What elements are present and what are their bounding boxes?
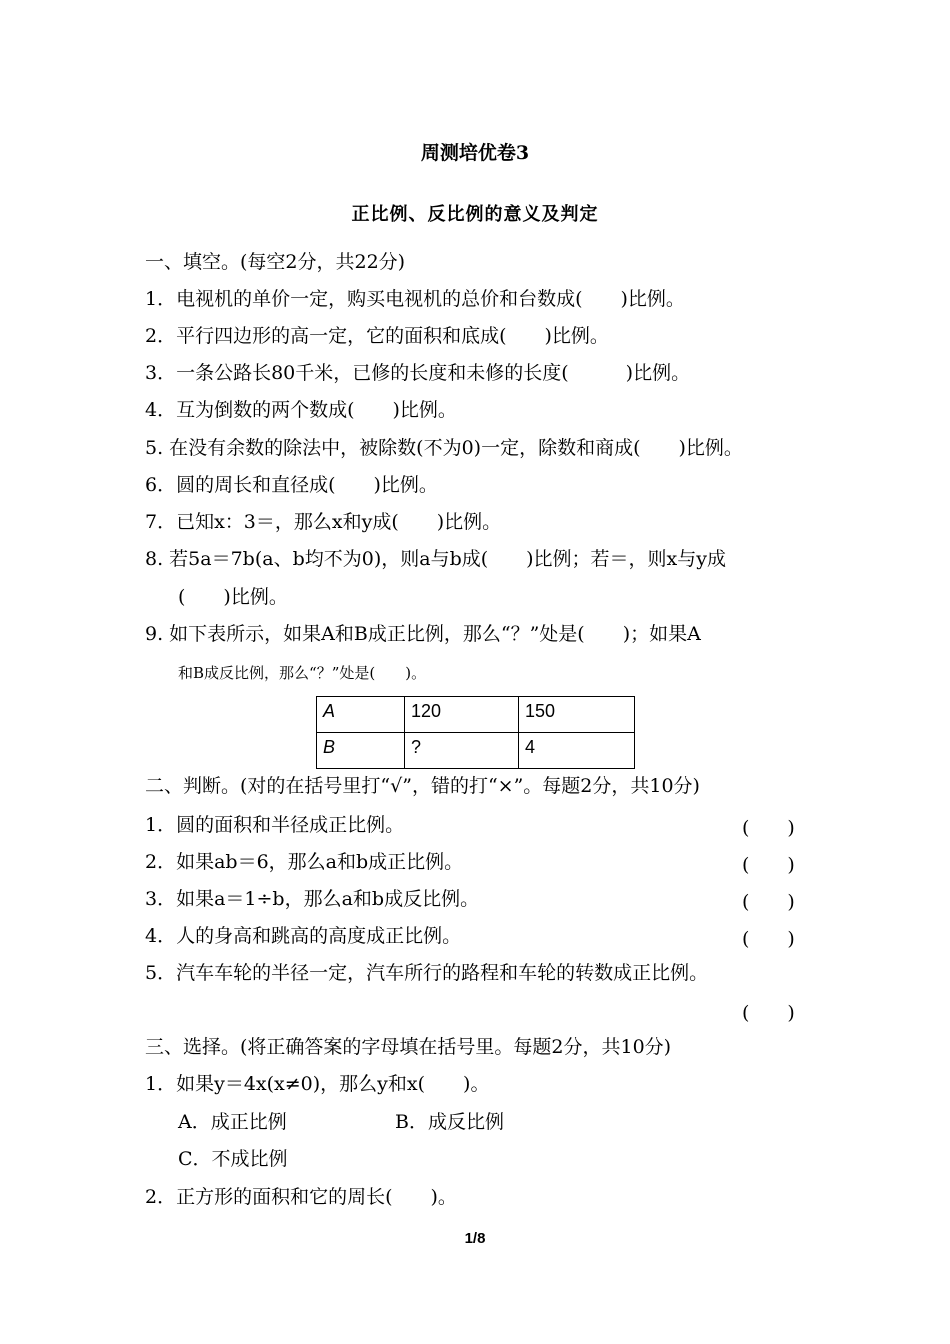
s1-question-8a: 8. 若5a＝7b(a、b均不为0)，则a与b成( )比例；若＝，则x与y成 — [145, 548, 727, 570]
table-cell: 4 — [519, 733, 635, 769]
ab-table — [316, 696, 635, 769]
s2-question-2: 2．如果ab＝6，那么a和b成正比例。 — [145, 851, 464, 873]
s1-question-5: 5. 在没有余数的除法中，被除数(不为0)一定，除数和商成( )比例。 — [145, 437, 743, 459]
table-cell: 150 — [519, 697, 635, 733]
answer-paren: ( ) — [742, 817, 795, 839]
s2-question-3: 3．如果a＝1÷b，那么a和b成反比例。 — [145, 888, 480, 910]
answer-paren: ( ) — [742, 891, 795, 913]
s3-question-1: 1．如果y＝4x(x≠0)，那么y和x( )。 — [145, 1073, 490, 1095]
page-number: 1/8 — [464, 1230, 486, 1247]
s3-question-2: 2．正方形的面积和它的周长( )。 — [145, 1186, 457, 1208]
table-row — [317, 733, 635, 769]
s1-question-6: 6．圆的周长和直径成( )比例。 — [145, 474, 438, 496]
table-cell: B — [317, 733, 405, 769]
table-cell: 120 — [405, 697, 519, 733]
s2-question-1: 1．圆的面积和半径成正比例。 — [145, 814, 405, 836]
answer-paren: ( ) — [742, 928, 795, 950]
s2-question-5: 5．汽车车轮的半径一定，汽车所行的路程和车轮的转数成正比例。 — [145, 962, 709, 984]
s1-question-9b: 和B成反比例，那么“？”处是( )。 — [178, 664, 427, 682]
s1-question-3: 3．一条公路长80千米，已修的长度和未修的长度( )比例。 — [145, 362, 691, 384]
s1-question-4: 4．互为倒数的两个数成( )比例。 — [145, 399, 457, 421]
table-cell: ? — [405, 733, 519, 769]
section2-heading: 二、判断。(对的在括号里打“√”，错的打“×”。每题2分，共10分) — [145, 775, 700, 797]
s1-question-9a: 9. 如下表所示，如果A和B成正比例，那么“？”处是( )；如果A — [145, 623, 701, 645]
answer-paren: ( ) — [742, 854, 795, 876]
s3-q1-option-a: A．成正比例 — [178, 1111, 287, 1133]
s3-q1-option-b: B．成反比例 — [395, 1111, 504, 1133]
s1-question-1: 1．电视机的单价一定，购买电视机的总价和台数成( )比例。 — [145, 288, 685, 310]
page-title: 周测培优卷3 — [420, 142, 530, 164]
section3-heading: 三、选择。(将正确答案的字母填在括号里。每题2分，共10分) — [145, 1036, 672, 1058]
s3-q1-option-c: C．不成比例 — [178, 1148, 288, 1170]
answer-paren: ( ) — [742, 1002, 795, 1024]
s2-question-4: 4．人的身高和跳高的高度成正比例。 — [145, 925, 462, 947]
s1-question-8b: ( )比例。 — [178, 586, 288, 608]
page-subtitle: 正比例、反比例的意义及判定 — [351, 204, 599, 225]
table-row — [317, 697, 635, 733]
s1-question-7: 7．已知x：3＝，那么x和y成( )比例。 — [145, 511, 502, 533]
section1-heading: 一、填空。(每空2分，共22分) — [145, 251, 406, 273]
s1-question-2: 2．平行四边形的高一定，它的面积和底成( )比例。 — [145, 325, 609, 347]
table-cell: A — [317, 697, 405, 733]
